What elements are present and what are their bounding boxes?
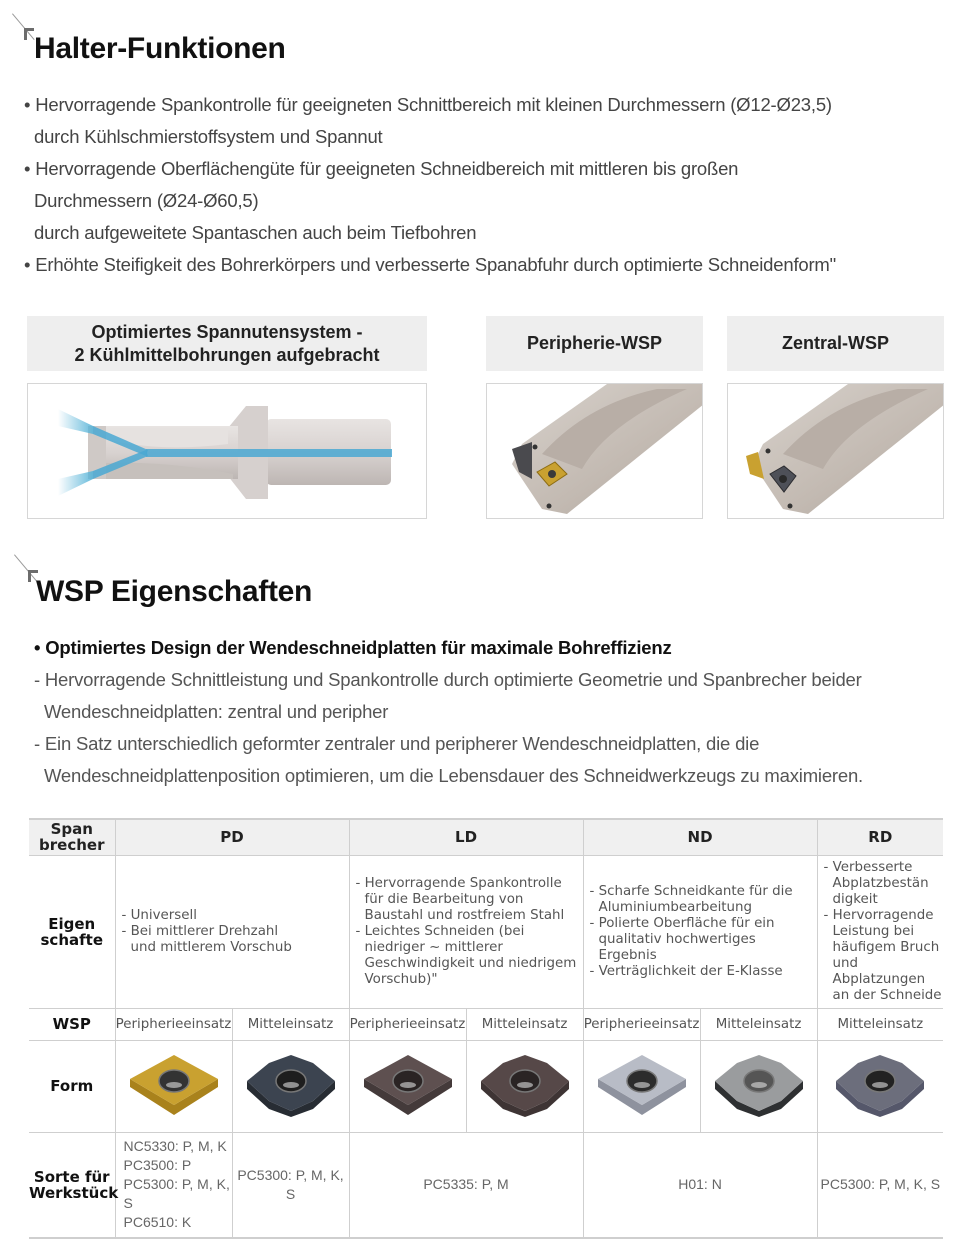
label-line: 2 Kühlmittelbohrungen aufgebracht: [74, 344, 380, 365]
insert-cell: [115, 1040, 232, 1132]
insert-silver-square-icon: [592, 1049, 692, 1119]
wsp-cell: Peripherieeinsatz: [115, 1008, 232, 1040]
chipbreaker-nd: ND: [583, 819, 817, 855]
halter-bullet-list: [24, 89, 836, 281]
image-label-peripheral: [486, 316, 703, 371]
bullet-line: • Hervorragende Spankontrolle für geeigneten Schnittbereich mit kleinen Durchmessern (Ø12-Ø23,5): [24, 94, 832, 115]
grade-line: PC3500: P: [123, 1157, 192, 1174]
row-header-wsp: WSP: [29, 1008, 115, 1040]
table-row-grade: [29, 1132, 943, 1238]
header-line: Span: [50, 820, 93, 839]
row-header-form: Form: [29, 1040, 115, 1132]
grade-pd-peripheral: [115, 1132, 232, 1238]
header-line: brecher: [39, 836, 105, 855]
wsp-point-line: - Ein Satz unterschiedlich geformter zentraler und peripherer Wendeschneidplatten, die die: [34, 733, 760, 754]
drill-central-insert-icon: [727, 383, 944, 519]
table-row-wsp: [29, 1008, 943, 1040]
chipbreaker-ld: LD: [349, 819, 583, 855]
grade-ld: PC5335: P, M: [349, 1132, 583, 1238]
insert-cell: [232, 1040, 349, 1132]
wsp-cell: Mitteleinsatz: [466, 1008, 583, 1040]
header-line: Sorte für: [33, 1167, 110, 1186]
section-title-wsp: WSP Eigenschaften: [36, 575, 313, 608]
wsp-cell: Peripherieeinsatz: [349, 1008, 466, 1040]
bullet-line: Durchmessern (Ø24-Ø60,5): [34, 190, 259, 211]
bullet-line: durch aufgeweitete Spantaschen auch beim Tiefbohren: [34, 222, 477, 243]
wsp-cell: Mitteleinsatz: [700, 1008, 817, 1040]
wsp-headline: • Optimiertes Design der Wendeschneidplatten für maximale Bohreffizienz: [34, 637, 672, 658]
grade-rd: PC5300: P, M, K, S: [817, 1132, 943, 1238]
property-item: - Polierte Oberfläche für ein qualitativ hochwertiges Ergebnis: [589, 915, 775, 963]
header-line: schafte: [40, 930, 103, 949]
grade-line: NC5330: P, M, K: [123, 1138, 227, 1155]
row-header-properties: [29, 855, 115, 1008]
property-item: - Verbesserte Abplatzbestän digkeit: [823, 859, 929, 907]
properties-nd: [583, 855, 817, 1008]
insert-grey-octagon-icon: [709, 1049, 809, 1119]
property-item: - Universell: [121, 907, 197, 923]
row-header-chipbreaker: [29, 819, 115, 855]
insert-grey-octagon-rd-icon: [830, 1049, 930, 1119]
insert-cell: [349, 1040, 466, 1132]
insert-brown-square-icon: [358, 1049, 458, 1119]
chipbreaker-rd: RD: [817, 819, 943, 855]
grade-line: PC5300: P, M, K, S: [123, 1176, 230, 1212]
wsp-cell: Peripherieeinsatz: [583, 1008, 700, 1040]
section-title-halter: Halter-Funktionen: [34, 32, 286, 65]
wsp-point-line: Wendeschneidplatten: zentral und peripher: [44, 701, 389, 722]
properties-ld: [349, 855, 583, 1008]
wsp-cell: Mitteleinsatz: [232, 1008, 349, 1040]
image-label-central: [727, 316, 944, 371]
property-item: - Verträglichkeit der E-Klasse: [589, 963, 783, 979]
insert-cell: [817, 1040, 943, 1132]
chipbreaker-pd: PD: [115, 819, 349, 855]
property-item: - Hervorragende Spankontrolle für die Bearbeitung von Baustahl und rostfreiem Stahl: [355, 875, 565, 923]
property-item: - Scharfe Schneidkante für die Aluminiumbearbeitung: [589, 883, 793, 915]
wsp-point-line: - Hervorragende Schnittleistung und Spankontrolle durch optimierte Geometrie und Spanbrecher beider: [34, 669, 862, 690]
property-item: - Leichtes Schneiden (bei niedriger ~ mittlerer Geschwindigkeit und niedrigem Vorschub)": [355, 923, 577, 987]
drill-coolant-diagram-icon: [27, 383, 427, 519]
label-line: Peripherie-WSP: [526, 333, 663, 353]
insert-cell: [583, 1040, 700, 1132]
grade-pd-central: PC5300: P, M, K, S: [232, 1132, 349, 1238]
property-item: - Bei mittlerer Drehzahl und mittlerem Vorschub: [121, 923, 292, 955]
bullet-line: durch Kühlschmierstoffsystem und Spannut: [34, 126, 383, 147]
wsp-point-line: Wendeschneidplattenposition optimieren, um die Lebensdauer des Schneidwerkzeugs zu maximieren.: [44, 765, 863, 786]
table-row-chipbreaker: [29, 819, 943, 855]
label-line: Optimiertes Spannutensystem -: [91, 321, 363, 342]
image-label-coolant: [27, 316, 427, 371]
header-line: Eigen: [48, 914, 96, 933]
insert-gold-square-icon: [124, 1049, 224, 1119]
bullet-line: • Hervorragende Oberflächengüte für geeigneten Schneidbereich mit mittleren bis großen: [24, 158, 739, 179]
properties-pd: [115, 855, 349, 1008]
insert-spec-table: [29, 818, 943, 1239]
bullet-line: • Erhöhte Steifigkeit des Bohrerkörpers und verbesserte Spanabfuhr durch optimierte Schneidenform": [24, 254, 837, 275]
table-row-form: [29, 1040, 943, 1132]
insert-dark-blue-octagon-icon: [241, 1049, 341, 1119]
row-header-grade: [29, 1132, 119, 1238]
wsp-cell: Mitteleinsatz: [817, 1008, 943, 1040]
drill-peripheral-insert-icon: [486, 383, 703, 519]
grade-line: PC6510: K: [123, 1214, 192, 1231]
insert-cell: [466, 1040, 583, 1132]
insert-brown-octagon-icon: [475, 1049, 575, 1119]
label-line: Zentral-WSP: [781, 333, 889, 353]
insert-cell: [700, 1040, 817, 1132]
wsp-description: [34, 632, 863, 792]
header-line: Werkstück: [29, 1183, 119, 1202]
table-row-properties: [29, 855, 943, 1008]
property-item: - Hervorragende Leistung bei häufigem Bruch und Abplatzungen an der Schneide: [823, 907, 942, 1003]
properties-rd: [817, 855, 943, 1008]
grade-nd: H01: N: [583, 1132, 817, 1238]
